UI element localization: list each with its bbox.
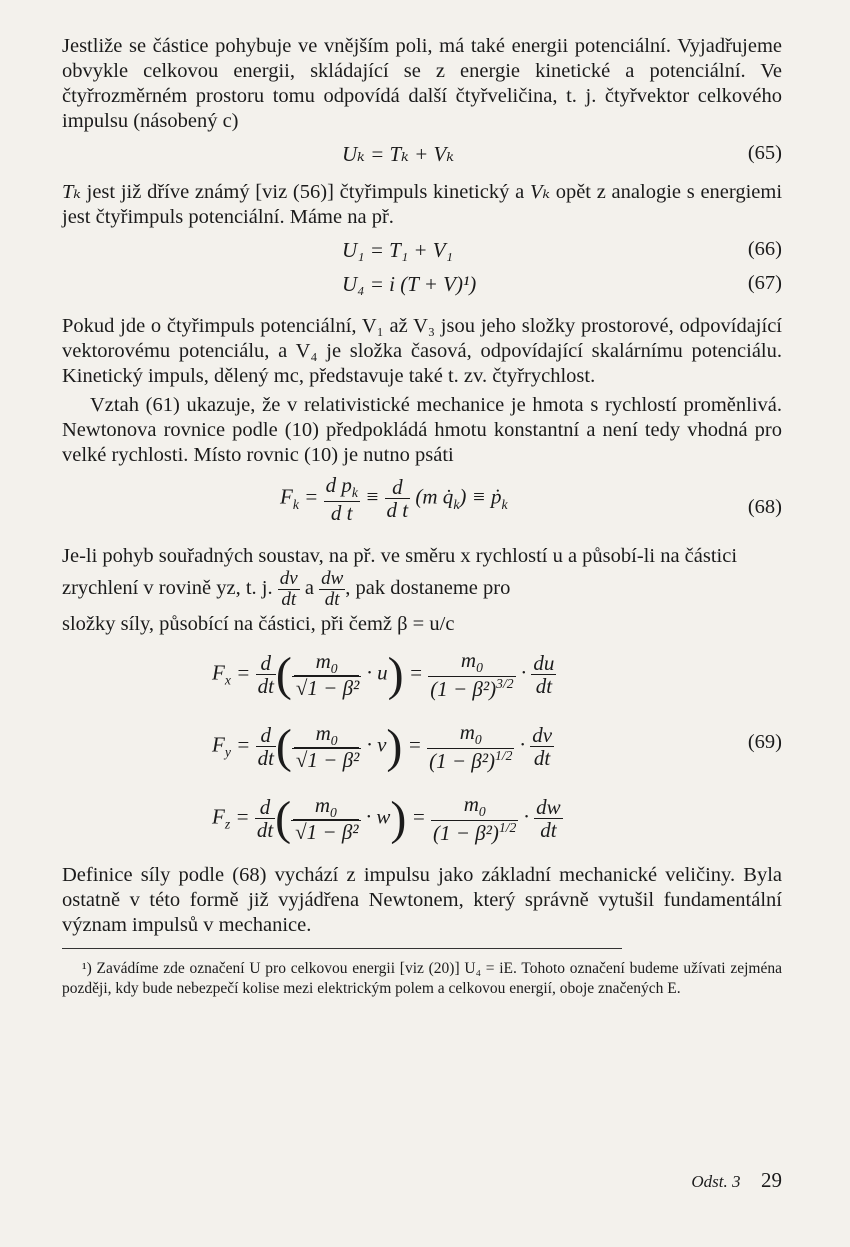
paragraph-1: Jestliže se částice pohybuje ve vnějším poli, má také energii potenciální. Vyjadřujeme obvykle celkovou energii, skládající se z energie kinetické a potenciální. Ve čtyřrozměrném prostoru tomu odpovídá další čtyřveličina, t. j. čtyřvektor celkového impulsu (násobený c)	[62, 35, 782, 132]
equation-69	[62, 647, 782, 857]
page-number: 29	[761, 1168, 782, 1192]
equation-67	[62, 270, 782, 314]
equation-69-fy: $F_y$ = $\frac{d}{dt}$ ( $\frac{m_0}{\text{√1 − β²}}$ · v) = $\frac{m_0}{(1 - \beta^2)^{1/2}}$ · $\frac{dv}{dt}$	[212, 719, 553, 773]
page-footer	[0, 1168, 782, 1193]
symbol-vk: Vₖ	[529, 181, 550, 203]
equation-68-number: (68)	[747, 496, 782, 518]
paragraph-5-part-a: Je-li pohyb souřadných soustav, na př. ve směru x rychlostí u a působí-li na částici zrychlení v rovině yz, t. j.	[62, 545, 738, 600]
equation-66-number: (66)	[747, 238, 782, 260]
footnote: ¹) Zavádíme zde označení U pro celkovou energii [viz (20)] U₄ = iE. Tohoto označení budeme užívati zejména později, kdy bude nebezpečí kolise mezi elektrickým polem a celkovou energií, oboje značených E.	[62, 959, 782, 997]
equation-69-fx: $F_x$ = $\frac{d}{dt}$ ( $\frac{m_0}{\text{√1 − β²}}$ · u) = $\frac{m_0}{(1 - \beta^2)^{3/2}}$ · $\frac{du}{dt}$	[212, 647, 555, 701]
equation-69-number: (69)	[747, 730, 782, 753]
equation-67-body: U₄ = i (T + V)¹)	[342, 272, 477, 296]
paragraph-3: Pokud jde o čtyřimpuls potenciální, V₁ až V₃ jsou jeho složky prostorové, odpovídající vektorovému potenciálu, a V₄ je složka časová, odpovídající skalárnímu potenciálu. Kinetický impuls, dělený mc, představuje také t. zv. čtyřrychlost.	[62, 315, 782, 387]
symbol-tk: Tₖ	[62, 181, 81, 203]
paragraph-5-part-c: , pak dostaneme pro	[345, 577, 511, 600]
equation-65-body: Uₖ = Tₖ + Vₖ	[342, 142, 454, 166]
paragraph-5-line-1: Je-li pohyb souřadných soustav, na př. ve směru x rychlostí u a působí-li na částici zrychlení v rovině yz, t. j. $\frac{dv}{dt}$ a $\frac{dw}{dt}$ , pak dostaneme pro	[62, 545, 738, 610]
paragraph-6: Definice síly podle (68) vychází z impulsu jako základní mechanické veličiny. Byla ostatně v této formě již vyjádřena Newtonem, který správně vytušil fundamentální význam impulsů v mechanice.	[62, 863, 782, 936]
equation-65	[62, 134, 782, 180]
equation-69-fz: $F_z$ = $\frac{d}{dt}$ ( $\frac{m_0}{\text{√1 − β²}}$ · w) = $\frac{m_0}{(1 - \beta^2)^{1/2}}$ · $\frac{dw}{dt}$	[212, 791, 561, 845]
paragraph-4: Vztah (61) ukazuje, že v relativistické mechanice je hmota s rychlostí proměnlivá. Newtonova rovnice podle (10) předpokládá hmotu konstantní a není tedy vhodná pro velké rychlosti. Místo rovnic (10) je nutno psáti	[62, 394, 782, 466]
section-label: Odst. 3	[691, 1172, 741, 1191]
paragraph-2-part-a: jest již dříve známý [viz (56)] čtyřimpuls kinetický a	[86, 181, 525, 203]
footnote-divider	[62, 948, 622, 949]
equation-65-number: (65)	[747, 142, 782, 164]
equation-68	[62, 474, 782, 544]
paragraph-2-part-b: opět z analogie s energiemi jest čtyřimpuls potenciální. Máme na př.	[62, 181, 783, 228]
equation-66-body: U₁ = T₁ + V₁	[342, 238, 453, 262]
paragraph-2	[62, 180, 782, 230]
paragraph-5-part-d: složky síly, působící na částici, při čemž β = u/c	[62, 612, 455, 635]
equation-68-body: $F_k$ = $\frac{d p_k}{\text{d t}}$ ≡ $\frac{d}{\text{d t}}$ (m $q̇_k$) ≡ ṗ$_k$	[280, 473, 508, 525]
paragraph-5-part-b: a	[304, 577, 314, 600]
equation-67-number: (67)	[747, 272, 782, 294]
equation-66	[62, 230, 782, 270]
